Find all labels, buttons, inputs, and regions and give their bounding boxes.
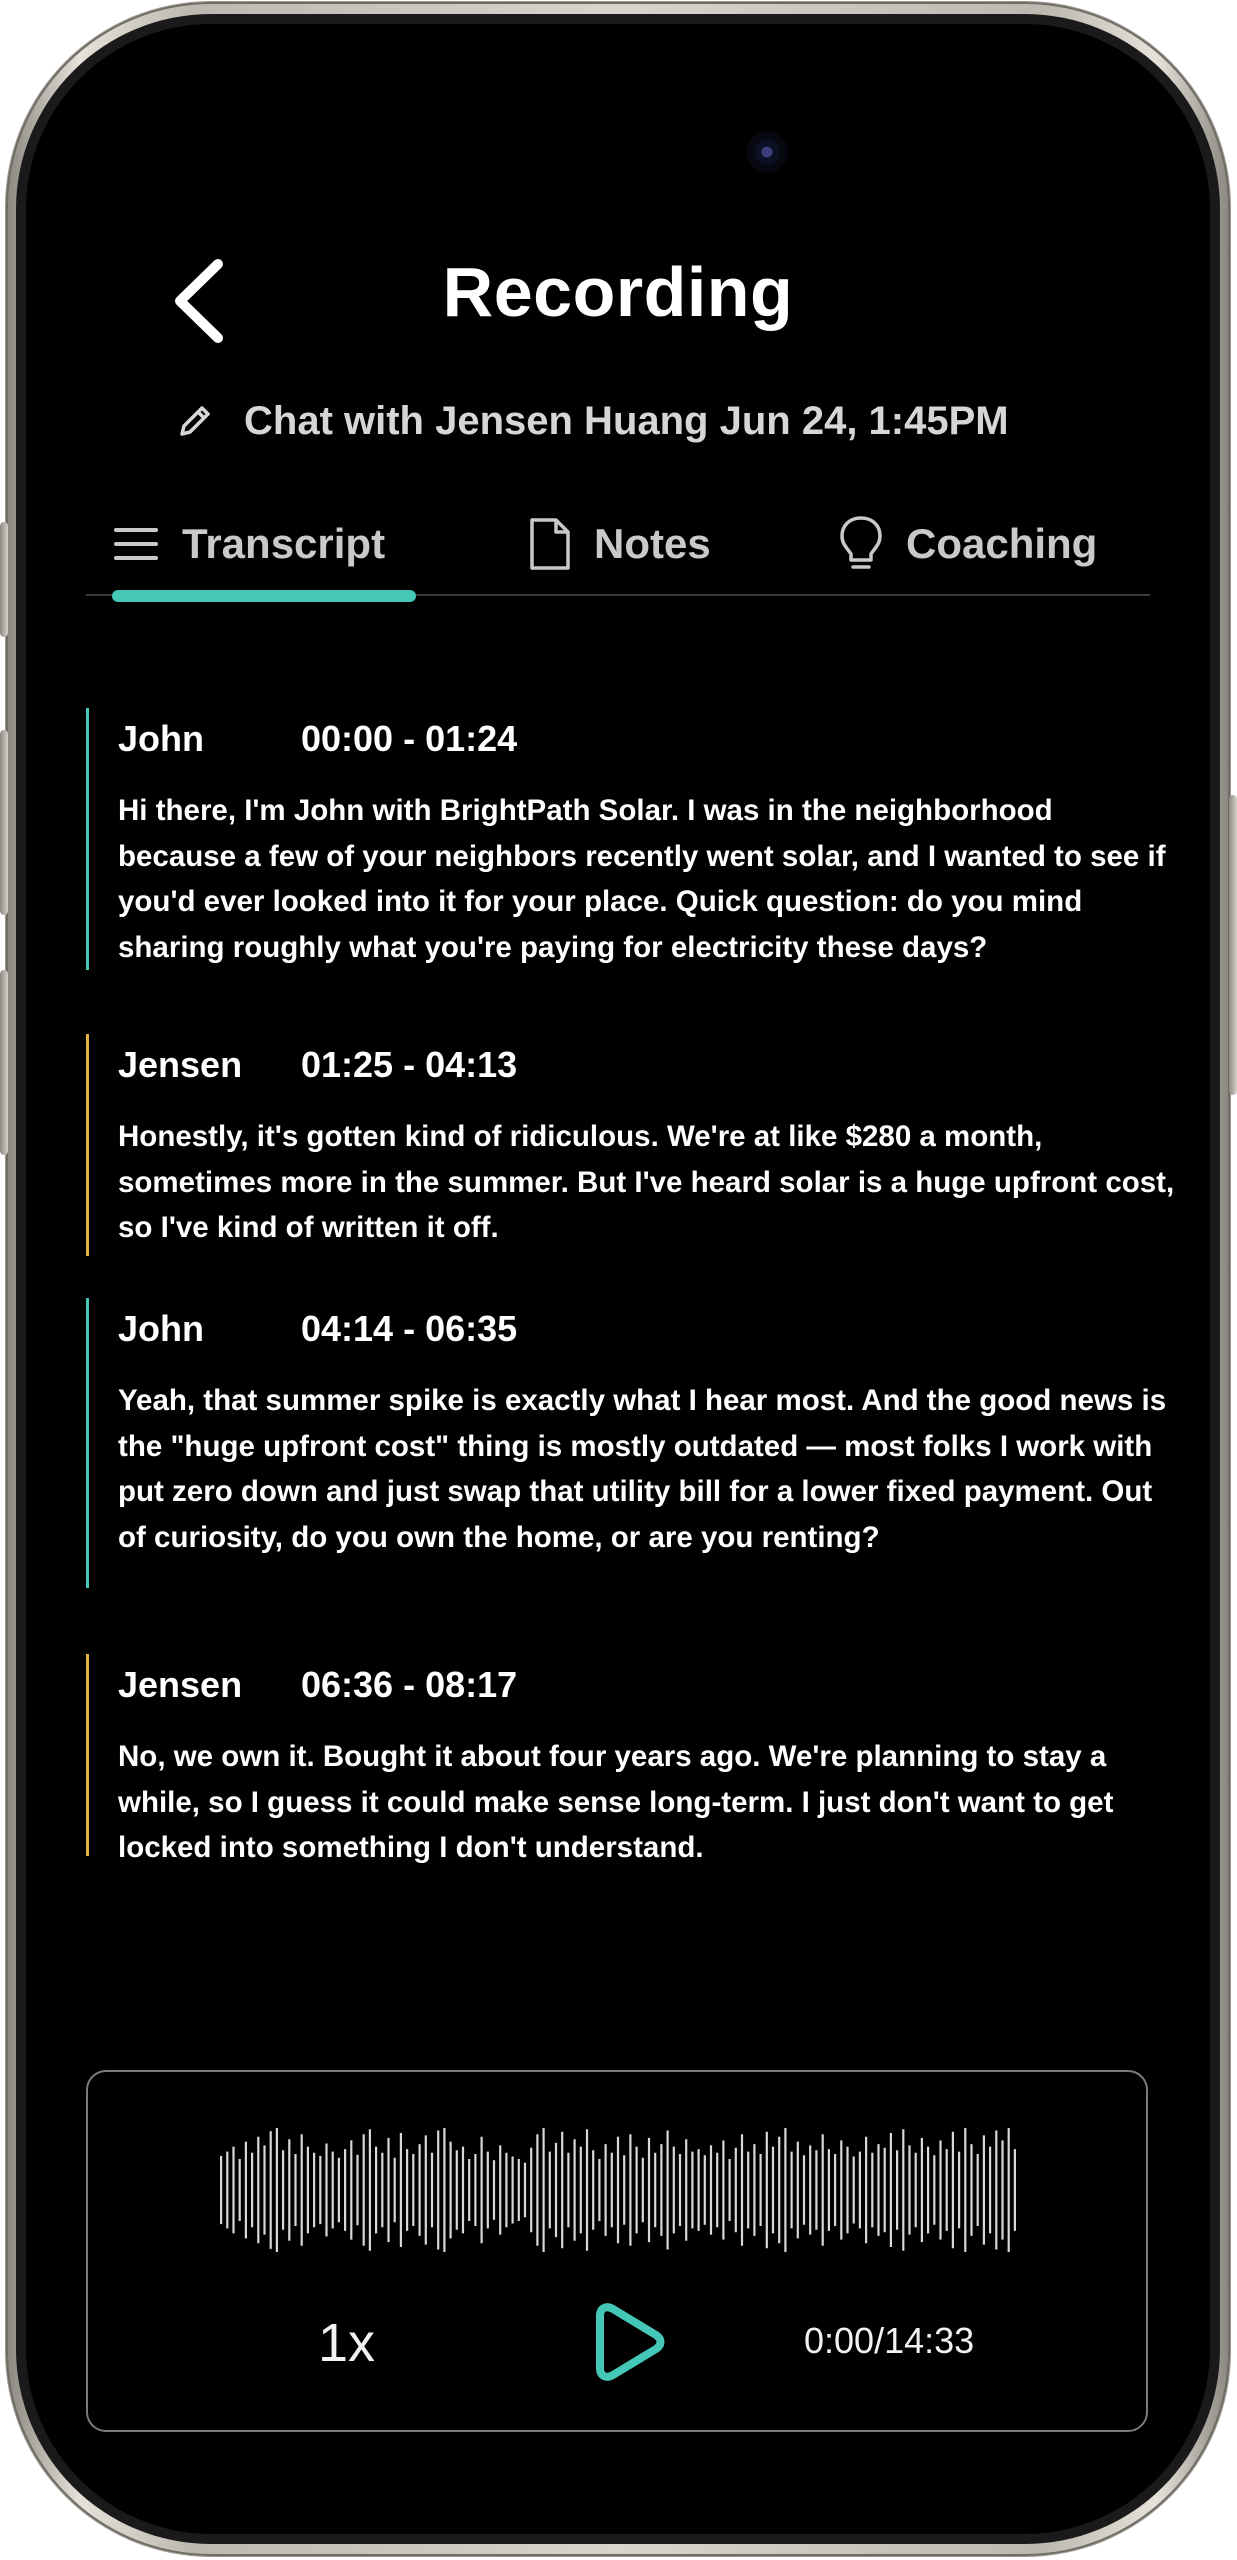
segment-time: 06:36 - 08:17 [301,1664,518,1705]
segment-time: 04:14 - 06:35 [301,1308,518,1349]
pencil-icon [174,400,216,442]
transcript-segment [86,708,1178,970]
speaker-name: John [118,718,204,759]
speaker-bar [86,1654,89,1856]
side-button-volume-down [0,970,8,1155]
transcript-segment [86,1298,1178,1588]
tab-transcript[interactable] [112,514,385,574]
segment-header [118,1664,517,1706]
side-button-volume-up [0,730,8,915]
front-camera [746,131,788,173]
waveform[interactable] [218,2128,1018,2252]
segment-header [118,1044,517,1086]
playback-time: 0:00/14:33 [804,2320,975,2361]
play-icon [588,2302,668,2382]
speaker-name: Jensen [118,1664,243,1705]
speaker-name: John [118,1308,204,1349]
segment-text: No, we own it. Bought it about four years ago. We're planning to stay a while, so I guess it could make sense long-term. I just don't want to get locked into something I don't understand. [118,1740,1114,1864]
speaker-name: Jensen [118,1044,243,1085]
recording-name-row[interactable] [174,396,1009,446]
tab-label: Notes [594,520,711,567]
side-button-power [1229,795,1237,1095]
speaker-bar [86,708,89,970]
speaker-bar [86,1034,89,1256]
tab-label: Transcript [182,520,386,567]
segment-time: 00:00 - 01:24 [301,718,518,759]
tab-label: Coaching [906,520,1098,567]
speaker-bar [86,1298,89,1588]
document-icon [528,516,572,572]
active-tab-indicator [112,590,416,602]
audio-player [86,2070,1148,2432]
segment-header [118,1308,517,1350]
tab-bar [86,504,1150,596]
transcript-segment [86,1654,1178,1864]
segment-text: Honestly, it's gotten kind of ridiculous. We're at like $280 a month, sometimes more in the summer. But I've heard solar is a huge upfront cost, so I've kind of written it off. [118,1120,1175,1244]
playback-speed-button[interactable]: 1x [318,2313,376,2373]
segment-header [118,718,517,760]
segment-time: 01:25 - 04:13 [301,1044,518,1085]
screen [26,24,1210,2534]
side-button-action [0,522,8,637]
play-button[interactable] [588,2302,668,2382]
tab-notes[interactable] [528,514,711,574]
recording-title: Chat with Jensen Huang Jun 24, 1:45PM [244,398,1009,443]
tab-coaching[interactable] [838,514,1097,574]
lightbulb-icon [838,514,884,574]
segment-text: Hi there, I'm John with BrightPath Solar. I was in the neighborhood because a few of your neighbors recently went solar, and I wanted to see if you'd ever looked into it for your place. Quick question: do you mind sharing roughly what you're paying for electricity these days? [118,794,1166,964]
menu-icon [112,524,160,564]
transcript-segment [86,1034,1178,1256]
page-title: Recording [442,253,794,331]
segment-text: Yeah, that summer spike is exactly what I hear most. And the good news is the "huge upfront cost" thing is mostly outdated — most folks I work with put zero down and just swap that utility bill for a lower fixed payment. Out of curiosity, do you own the home, or are you renting? [118,1384,1167,1554]
